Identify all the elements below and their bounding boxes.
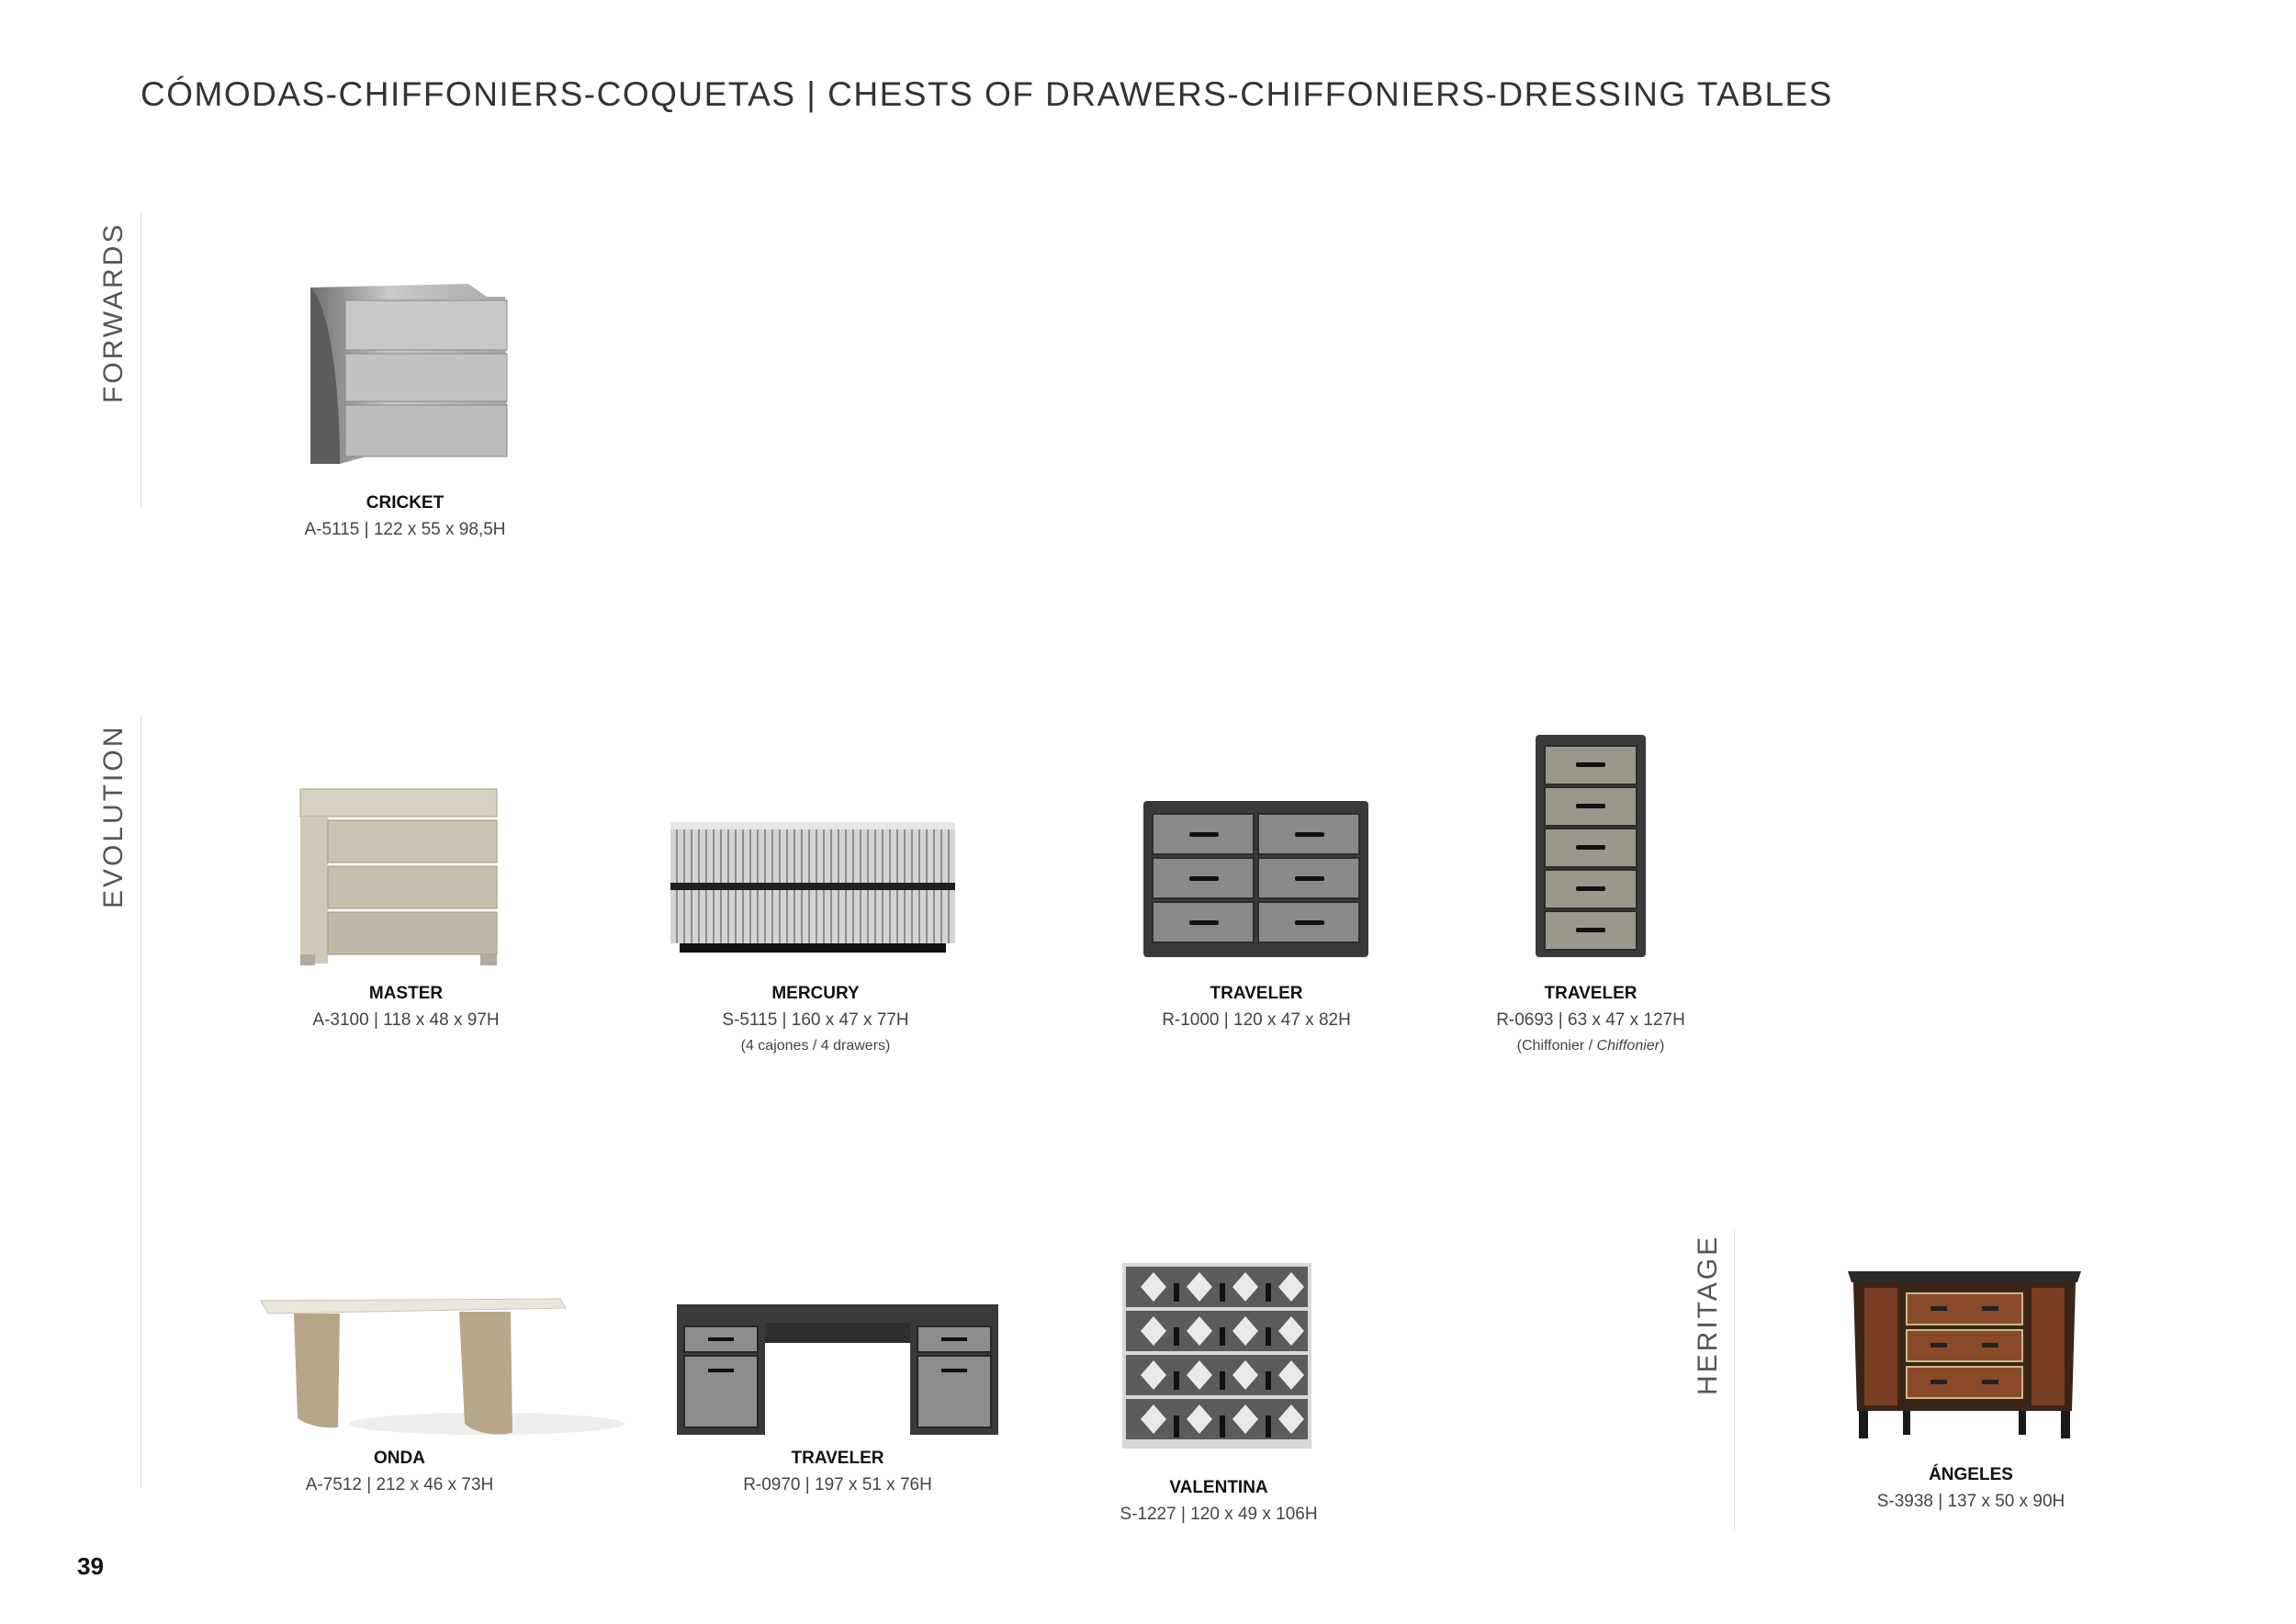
product-name: TRAVELER [791, 1449, 884, 1468]
traveler-chiffonier-image [1536, 735, 1646, 957]
product-caption-cricket [203, 491, 607, 544]
note-es: (Chiffonier / [1516, 1038, 1597, 1054]
product-code: A-5115 | 122 x 55 x 98,5H [304, 520, 506, 539]
product-name: ÁNGELES [1929, 1465, 2013, 1484]
product-caption-traveler-r0970 [636, 1446, 1040, 1499]
traveler-desk-image [677, 1303, 998, 1437]
product-caption-mercury [613, 981, 1018, 1058]
product-caption-master [204, 981, 608, 1034]
traveler-chest-image [1143, 801, 1368, 957]
product-caption-valentina [1017, 1475, 1421, 1528]
section-label-heritage: HERITAGE [1693, 1234, 1723, 1395]
product-code: R-0970 | 197 x 51 x 76H [743, 1475, 932, 1494]
product-code: R-1000 | 120 x 47 x 82H [1162, 1010, 1351, 1030]
onda-dressing-table-image [257, 1295, 634, 1442]
product-code: R-0693 | 63 x 47 x 127H [1496, 1010, 1685, 1030]
note-end: ) [1660, 1038, 1665, 1054]
product-code: S-5115 | 160 x 47 x 77H [722, 1010, 909, 1030]
product-name: TRAVELER [1544, 984, 1638, 1003]
section-label-forwards: FORWARDS [98, 221, 129, 403]
product-caption-traveler-r0693 [1389, 981, 1793, 1058]
product-code: S-3938 | 137 x 50 x 90H [1876, 1492, 2065, 1511]
angeles-commode-image [1846, 1266, 2083, 1440]
product-name: MERCURY [771, 984, 860, 1003]
product-name: ONDA [374, 1449, 425, 1468]
product-name: TRAVELER [1210, 984, 1303, 1003]
product-note: (4 cajones / 4 drawers) [740, 1038, 891, 1054]
page-number: 39 [77, 1552, 104, 1580]
product-caption-angeles [1769, 1462, 2173, 1516]
section-divider-heritage [1734, 1231, 1735, 1529]
page-title: CÓMODAS-CHIFFONIERS-COQUETAS | CHESTS OF DRAWERS-CHIFFONIERS-DRESSING TABLES [141, 75, 1833, 113]
master-chest-image [297, 785, 501, 969]
product-name: VALENTINA [1169, 1478, 1268, 1497]
product-name: CRICKET [366, 493, 445, 513]
mercury-chest-image [670, 820, 955, 956]
section-label-evolution: EVOLUTION [98, 724, 129, 908]
note-en: Chiffonier [1596, 1038, 1660, 1054]
product-code: A-7512 | 212 x 46 x 73H [305, 1475, 494, 1494]
product-name: MASTER [368, 984, 444, 1003]
valentina-chest-image [1122, 1263, 1311, 1449]
product-caption-onda [197, 1446, 602, 1499]
cricket-chest-image [303, 280, 514, 468]
product-code: S-1227 | 120 x 49 x 106H [1120, 1505, 1318, 1524]
product-note [1389, 1034, 1793, 1058]
product-code: A-3100 | 118 x 48 x 97H [312, 1010, 500, 1030]
